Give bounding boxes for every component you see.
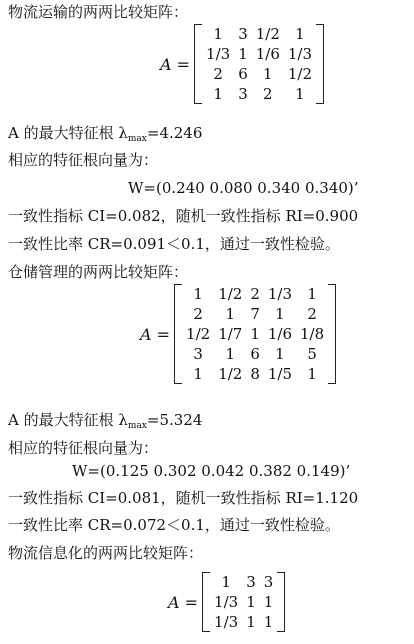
matrix-cell: 2: [213, 65, 223, 83]
section2-matrix: [182, 284, 328, 384]
matrix-cell: 1: [307, 285, 317, 303]
matrix-row: [202, 44, 316, 64]
section2-lambda: [8, 410, 202, 433]
matrix-cell: 2: [193, 305, 203, 323]
left-bracket: [194, 24, 202, 104]
matrix-row: [182, 304, 328, 324]
matrix-row: [182, 324, 328, 344]
right-bracket: [316, 24, 324, 104]
matrix-cell: 1: [213, 85, 223, 103]
matrix-cell: 1/7: [218, 325, 243, 343]
section1-matrix: [202, 24, 316, 104]
matrix-cell: 1: [307, 365, 317, 383]
matrix-cell: 3: [193, 345, 203, 363]
section1-matrix-block: [160, 24, 324, 104]
matrix-cell: 1/6: [267, 325, 293, 343]
matrix-cell: 1: [275, 305, 285, 323]
right-bracket: [277, 572, 285, 632]
matrix-cell: 3: [238, 85, 248, 103]
section2-matrix-block: [140, 284, 336, 384]
section1-vector: W=(0.240 0.080 0.340 0.340)’: [128, 179, 359, 197]
matrix-row: [202, 84, 316, 104]
right-bracket: [328, 284, 336, 384]
matrix-cell: 5: [307, 345, 317, 363]
section2-cr: 一致性比率 CR=0.072＜0.1，通过一致性检验。: [8, 516, 340, 534]
matrix-row: [202, 24, 316, 44]
matrix-cell: 2: [307, 305, 317, 323]
matrix-row: [210, 592, 277, 612]
matrix-cell: 1: [225, 345, 236, 363]
lambda-value: =4.246: [146, 124, 203, 142]
section1-lambda: [8, 123, 202, 146]
section2-heading: 仓储管理的两两比较矩阵：: [8, 263, 189, 281]
section1-cr: 一致性比率 CR=0.091＜0.1，通过一致性检验。: [8, 235, 340, 253]
lambda-sub: max: [127, 421, 147, 431]
matrix-row: [210, 612, 277, 632]
matrix-cell: 7: [250, 305, 260, 323]
matrix-cell: 1: [275, 345, 285, 363]
matrix-cell: 1/2: [186, 325, 211, 343]
matrix-row: [182, 364, 328, 384]
matrix-cell: 1/3: [214, 593, 239, 611]
lambda-sub: max: [127, 134, 147, 144]
matrix-cell: 3: [246, 573, 256, 591]
matrix-cell: 1: [246, 593, 256, 611]
section2-vector: W=(0.125 0.302 0.042 0.382 0.149)’: [72, 462, 351, 480]
matrix-label: A =: [160, 54, 191, 74]
matrix-cell: 1: [238, 45, 248, 63]
matrix-cell: 1: [263, 65, 273, 83]
matrix-cell: 6: [238, 65, 248, 83]
matrix-cell: 1: [246, 613, 256, 631]
matrix-cell: 1: [193, 365, 203, 383]
matrix-label: A =: [140, 324, 171, 344]
matrix-cell: 1/3: [206, 45, 231, 63]
matrix-cell: 1/3: [287, 45, 313, 63]
section3-matrix-block: [168, 572, 285, 632]
section2-ci: 一致性指标 CI=0.081，随机一致性指标 RI=1.120: [8, 489, 359, 507]
matrix-cell: 2: [263, 85, 273, 103]
matrix-row: [210, 572, 277, 592]
matrix-cell: 1/2: [218, 365, 243, 383]
lambda-value: =5.324: [146, 411, 203, 429]
matrix-cell: 3: [238, 25, 248, 43]
section1-heading: 物流运输的两两比较矩阵：: [8, 3, 189, 21]
section2-vector-heading: 相应的特征根向量为：: [8, 439, 159, 457]
section3-heading: 物流信息化的两两比较矩阵：: [8, 544, 204, 562]
matrix-cell: 1: [225, 305, 236, 323]
matrix-cell: 1/2: [287, 65, 313, 83]
matrix-cell: 1: [250, 325, 260, 343]
matrix-cell: 6: [250, 345, 260, 363]
lambda-prefix: A 的最大特征根 λ: [8, 411, 128, 429]
left-bracket: [174, 284, 182, 384]
matrix-cell: 1/5: [267, 365, 293, 383]
matrix-cell: 1/3: [214, 613, 239, 631]
matrix-row: [182, 284, 328, 304]
matrix-cell: 1/3: [267, 285, 293, 303]
matrix-cell: 1/2: [255, 25, 280, 43]
matrix-cell: 1: [263, 593, 274, 611]
left-bracket: [202, 572, 210, 632]
matrix-cell: 1/2: [218, 285, 243, 303]
matrix-cell: 1: [221, 573, 231, 591]
matrix-cell: 2: [250, 285, 260, 303]
matrix-cell: 3: [263, 573, 274, 591]
matrix-cell: 1: [193, 285, 203, 303]
section3-matrix: [210, 572, 277, 632]
matrix-cell: 1/6: [255, 45, 280, 63]
matrix-cell: 1: [213, 25, 223, 43]
matrix-cell: 1: [295, 85, 305, 103]
matrix-label: A =: [168, 592, 199, 612]
section1-ci: 一致性指标 CI=0.082，随机一致性指标 RI=0.900: [8, 207, 359, 225]
lambda-prefix: A 的最大特征根 λ: [8, 124, 128, 142]
matrix-cell: 1/8: [300, 325, 325, 343]
matrix-row: [202, 64, 316, 84]
matrix-cell: 8: [250, 365, 260, 383]
section1-vector-heading: 相应的特征根向量为：: [8, 151, 159, 169]
matrix-cell: 1: [295, 25, 305, 43]
matrix-row: [182, 344, 328, 364]
matrix-cell: 1: [263, 613, 274, 631]
